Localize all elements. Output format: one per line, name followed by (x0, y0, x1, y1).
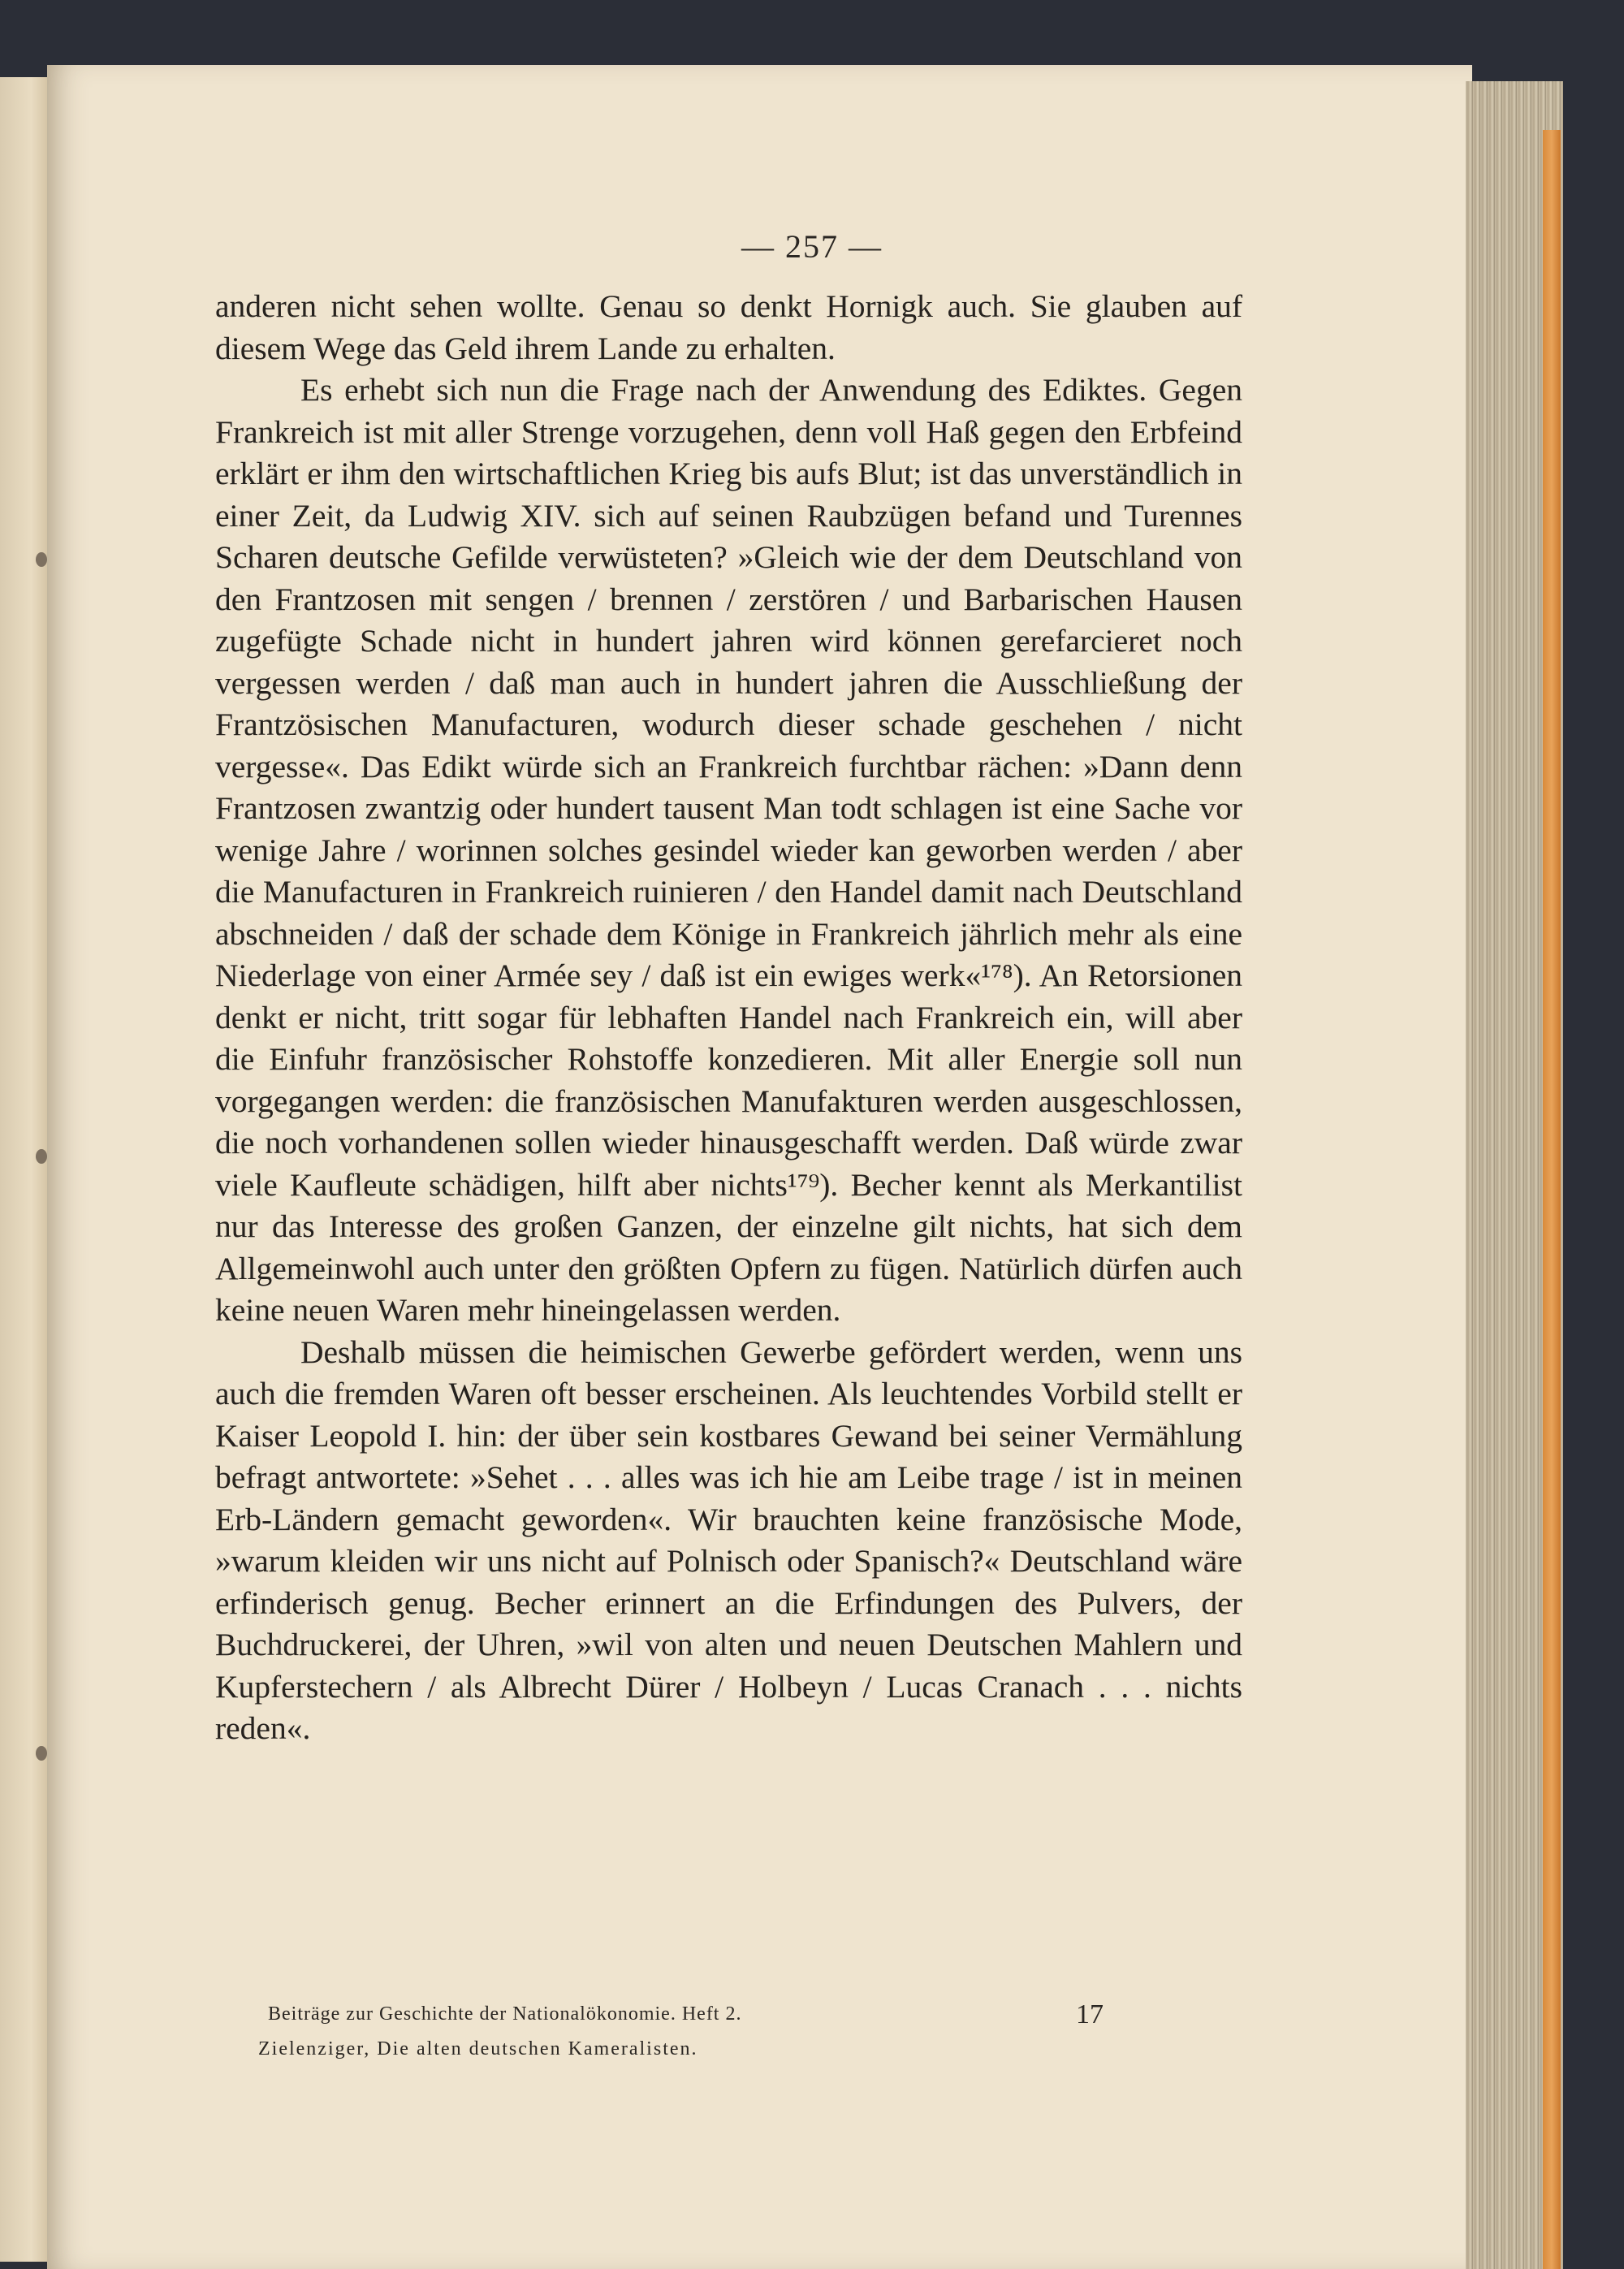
paragraph: anderen nicht sehen wollte. Genau so denkt Hornigk auch. Sie glauben auf diesem Wege das Geld ihrem Lande zu erhalten. (215, 288, 1242, 366)
binding-hole (36, 1746, 47, 1761)
binding-hole (36, 552, 47, 567)
page-number-header: — 257 — (741, 228, 883, 265)
body-text (215, 286, 1242, 1750)
footer-author-title: Zielenziger, Die alten deutschen Kameralisten. (258, 2038, 698, 2059)
paragraph: Es erhebt sich nun die Frage nach der Anwendung des Ediktes. Gegen Frankreich ist mit aller Strenge vorzugehen, denn voll Haß gegen den Erbfeind erklärt er ihm den wirtschaftlichen Krieg bis aufs Blut; ist das unverständlich in einer Zeit, da Ludwig XIV. sich auf seinen Raubzügen befand und Turennes Scharen deutsche Gefilde verwüsteten? »Gleich wie der dem Deutschland von den Frantzosen mit sengen / brennen / zerstören / und Barbarischen Hausen zugefügte Schade nicht in hundert jahren wird können gerefarcieret noch vergessen werden / daß man auch in hundert jahren die Ausschließung der Frantzösischen Manufacturen, wodurch dieser schade geschehen / nicht vergesse«. Das Edikt würde sich an Frankreich furchtbar rächen: »Dann denn Frantzosen zwantzig oder hundert tausent Man todt schlagen ist eine Sache vor wenige Jahre / worinnen solches gesindel wieder kan geworben werden / aber die Manufacturen in Frankreich ruinieren / den Handel damit nach Deutschland abschneiden / daß der schade dem Könige in Frankreich jährlich mehr als eine Niederlage von einer Armée sey / daß ist ein ewiges werk«¹⁷⁸). An Retorsionen denkt er nicht, tritt sogar für lebhaften Handel nach Frankreich ein, will aber die Einfuhr französischer Rohstoffe konzedieren. Mit aller Energie soll nun vorgegangen werden: die französischen Manufakturen werden ausgeschlossen, die noch vorhandenen sollen wieder hinausgeschafft werden. Daß würde zwar viele Kaufleute schädigen, hilft aber nichts¹⁷⁹). Becher kennt als Merkantilist nur das Interesse des großen Ganzen, der einzelne gilt nichts, hat sich dem Allgemeinwohl auch unter den größten Opfern zu fügen. Natürlich dürfen auch keine neuen Waren mehr hineingelassen werden. (215, 372, 1242, 1328)
paragraph: Deshalb müssen die heimischen Gewerbe gefördert werden, wenn uns auch die fremden Waren oft besser erscheinen. Als leuchtendes Vorbild stellt er Kaiser Leopold I. hin: der über sein kostbares Gewand bei seiner Vermählung befragt antwortete: »Sehet . . . alles was ich hie am Leibe trage / ist in meinen Erb-Ländern gemacht geworden«. Wir brauchten keine französische Mode, »warum kleiden wir uns nicht auf Polnisch oder Spanisch?« Deutschland wäre erfinderisch genug. Becher erinnert an die Erfindungen des Pulvers, der Buchdruckerei, der Uhren, »wil von alten und neuen Deutschen Mahlern und Kupferstechern / als Albrecht Dürer / Holbeyn / Lucas Cranach . . . nichts reden«. (215, 1333, 1242, 1746)
book-cover-edge (1543, 130, 1561, 2269)
binding-hole (36, 1149, 47, 1164)
footer-series: Beiträge zur Geschichte der Nationalökonomie. Heft 2. (268, 2003, 742, 2025)
footer-signature: 17 (1076, 1999, 1104, 2029)
